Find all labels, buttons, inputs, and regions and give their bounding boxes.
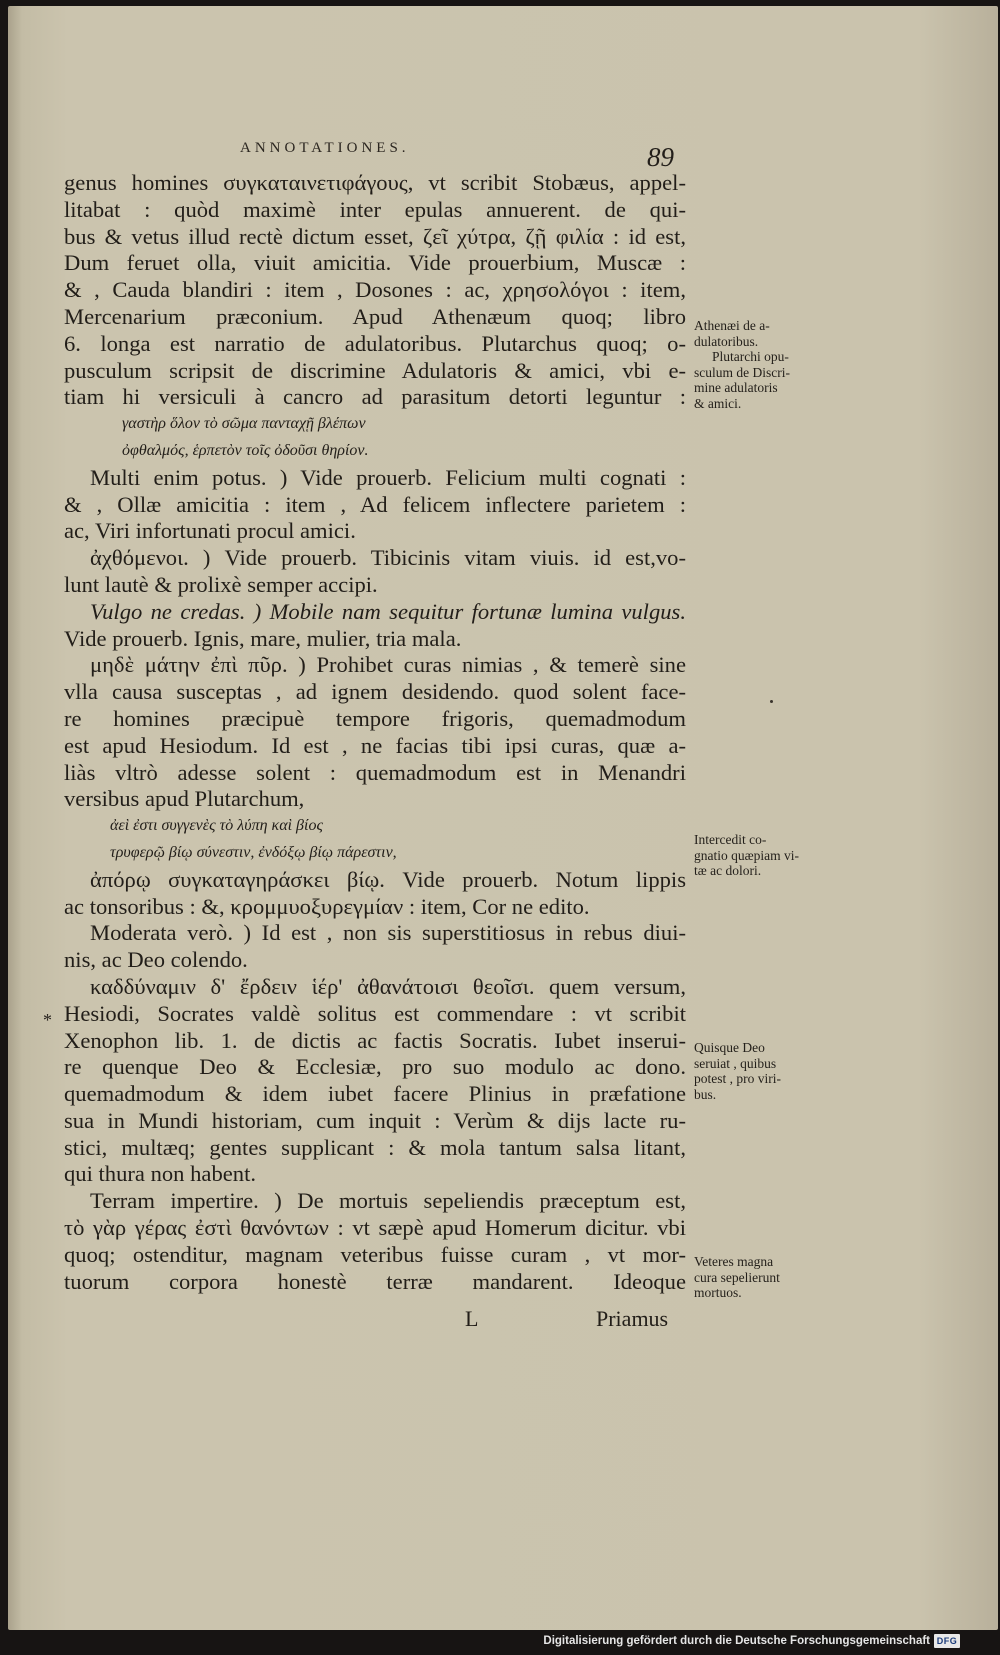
paragraph-7 xyxy=(64,920,686,974)
note-line: gnatio quæpiam vi- xyxy=(694,847,799,863)
text-line: genus homines συγκαταινετιφάγους, vt scribit Stobæus, appel- xyxy=(64,170,686,195)
text-line: μηδὲ μάτην ἐπὶ πῦρ. ) Prohibet curas nimias , & temerè sine xyxy=(90,652,686,678)
catchword: Priamus xyxy=(596,1306,669,1331)
page-number: 89 xyxy=(647,142,674,172)
note-line: mine adulatoris xyxy=(694,380,778,395)
text-line: & , Ollæ amicitia : item , Ad felicem inflectere parietem : xyxy=(64,491,686,517)
text-line: καδδύναμιν δ' ἔρδειν ἱέρ' ἀθανάτοισι θεοῖσι. quem versum, xyxy=(90,973,686,999)
text-line: Xenophon lib. 1. de dictis ac factis Socratis. Iubet inserui- xyxy=(64,1027,686,1053)
text-line: stici, multæq; gentes supplicant : & mola tantum salsa litant, xyxy=(64,1134,686,1160)
margin-note-cognatio xyxy=(694,832,822,879)
paragraph-6 xyxy=(64,867,686,921)
text-line: Vide prouerb. Ignis, mare, mulier, tria mala. xyxy=(64,625,462,651)
note-line: dulatoribus. xyxy=(694,333,759,349)
verse-line: ἀεὶ ἐστι συγγενὲς τὸ λύπη καὶ βίος xyxy=(110,817,323,835)
text-line: bus & vetus illud rectè dictum esset, ζεῖ χύτρα, ζῇ φιλία : id est, xyxy=(64,223,686,249)
verse-quote-2 xyxy=(64,813,686,867)
note-line: Quisque Deo xyxy=(694,1040,765,1055)
paragraph-5 xyxy=(64,652,686,813)
text-line: 6. longa est narratio de adulatoribus. Plutarchus quoq; o- xyxy=(64,330,686,356)
verse-line: γαστὴρ ὅλον τὸ σῶμα πανταχῇ βλέπων xyxy=(122,415,366,433)
text-line: vlla causa susceptas , ad ignem desidendo. quod solent face- xyxy=(64,679,686,705)
margin-note-athenaeus xyxy=(694,318,822,411)
text-line: lunt lautè & prolixè semper accipi. xyxy=(64,571,378,597)
text-line: Vulgo ne credas. ) Mobile nam sequitur fortunæ lumina vulgus. xyxy=(90,598,686,624)
paragraph-9 xyxy=(64,1188,686,1295)
text-line: Mercenarium præconium. Apud Athenæum quoq; libro xyxy=(64,303,686,329)
text-line: ac, Viri infortunati procul amici. xyxy=(64,518,356,544)
text-line: Terram impertire. ) De mortuis sepeliendis præceptum est, xyxy=(90,1188,686,1214)
ink-speck xyxy=(770,700,773,703)
paragraph-4 xyxy=(64,599,686,653)
verse-line: ὀφθαλμός, ἑρπετὸν τοῖς ὀδοῦσι θηρίον. xyxy=(122,441,369,459)
note-line: Athenæi de a- xyxy=(694,318,770,333)
signature-mark: L xyxy=(465,1306,479,1331)
text-line: re homines præcipuè tempore frigoris, quemadmodum xyxy=(64,705,686,731)
text-line: tuorum corpora honestè terræ mandarent. Ideoque xyxy=(64,1268,686,1294)
note-line: mortuos. xyxy=(694,1285,742,1300)
text-line: Moderata verò. ) Id est , non sis superstitiosus in rebus diui- xyxy=(90,920,686,946)
text-line: ἀχθόμενοι. ) Vide prouerb. Tibicinis vitam viuis. id est,vo- xyxy=(90,545,686,571)
text-line: quemadmodum & idem iubet facere Plinius in præfatione xyxy=(64,1081,686,1107)
text-line: liàs vltrò adesse solent : quemadmodum est in Menandri xyxy=(64,759,686,785)
text-line: Hesiodi, Socrates valdè solitus est commendare : vt scribit xyxy=(64,1000,686,1026)
dfg-logo: DFG xyxy=(934,1634,960,1648)
text-line: ἀπόρῳ συγκαταγηράσκει βίῳ. Vide prouerb. Notum lippis xyxy=(90,866,686,892)
margin-note-veteres xyxy=(694,1254,822,1301)
note-line: sculum de Discri- xyxy=(694,364,790,380)
note-line: cura sepelierunt xyxy=(694,1269,780,1285)
note-line: Intercedit co- xyxy=(694,832,767,847)
text-line: est apud Hesiodum. Id est , ne facias tibi ipsi curas, quæ a- xyxy=(64,732,686,758)
marginal-asterisk: * xyxy=(43,1010,52,1030)
text-line: quoq; ostenditur, magnam veteribus fuisse curam , vt mor- xyxy=(64,1241,686,1267)
text-line: litabat : quòd maximè inter epulas annuerent. de qui- xyxy=(64,196,686,222)
text-line: τὸ γὰρ γέρας ἐστὶ θανόντων : vt sæpè apud Homerum dicitur. vbi xyxy=(64,1215,686,1241)
text-line: Dum feruet olla, viuit amicitia. Vide prouerbium, Muscæ : xyxy=(64,250,686,276)
text-line: tiam hi versiculi à cancro ad parasitum detorti leguntur : xyxy=(64,384,686,410)
text-line: pusculum scripsit de discrimine Adulatoris & amici, vbi e- xyxy=(64,357,686,383)
note-line: bus. xyxy=(694,1086,717,1102)
main-text xyxy=(64,170,686,1295)
text-line: nis, ac Deo colendo. xyxy=(64,947,248,973)
text-line: & , Cauda blandiri : item , Dosones : ac, χρησολόγοι : item, xyxy=(64,277,686,303)
margin-note-quisque xyxy=(694,1040,822,1102)
note-line: seruiat , quibus xyxy=(694,1055,777,1071)
verse-line: τρυφερῷ βίῳ σύνεστιν, ἐνδόξῳ βίῳ πάρεστιν, xyxy=(110,843,397,861)
text-line: versibus apud Plutarchum, xyxy=(64,786,305,812)
credit-text: Digitalisierung gefördert durch die Deutsche Forschungsgemeinschaft xyxy=(543,1635,930,1647)
note-line: & amici. xyxy=(694,395,742,411)
paragraph-3 xyxy=(64,545,686,599)
note-line: Veteres magna xyxy=(694,1254,774,1269)
note-line: potest , pro viri- xyxy=(694,1071,781,1086)
running-title: ANNOTATIONES. xyxy=(240,140,410,156)
paragraph-1 xyxy=(64,170,686,411)
paragraph-2 xyxy=(64,465,686,545)
paragraph-8 xyxy=(64,974,686,1188)
text-line: Multi enim potus. ) Vide prouerb. Felicium multi cognati : xyxy=(90,464,686,490)
text-line: sua in Mundi historiam, cum inquit : Verùm & dijs lacte ru- xyxy=(64,1107,686,1133)
text-line: re quenque Deo & Ecclesiæ, pro suo modulo ac dono. xyxy=(64,1054,686,1080)
digitization-credit xyxy=(543,1634,960,1648)
text-line: qui thura non habent. xyxy=(64,1161,257,1187)
note-line: tæ ac dolori. xyxy=(694,863,762,878)
note-line: Plutarchi opu- xyxy=(712,349,789,364)
text-line: ac tonsoribus : &, κρομμυοξυρεγμίαν : item, Cor ne edito. xyxy=(64,893,590,919)
verse-quote-1 xyxy=(64,411,686,465)
